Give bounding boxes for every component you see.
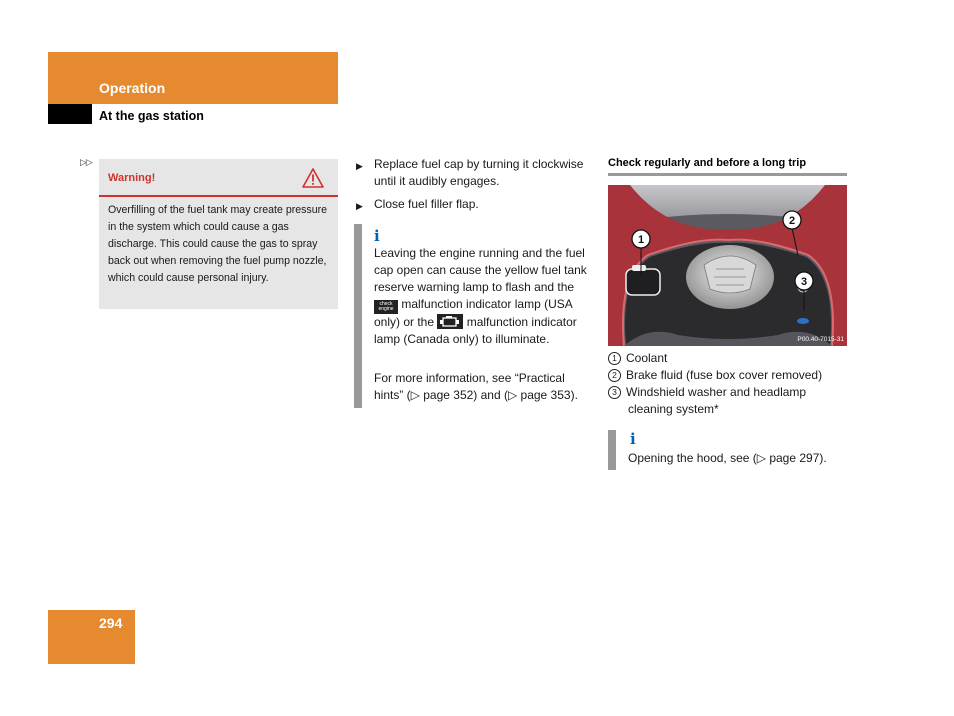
check-engine-lamp-icon — [374, 300, 398, 314]
lamp-label: check engine — [378, 301, 394, 312]
warning-text: Overfilling of the fuel tank may create pressure in the system which could cause a gas discharge. This could cause the gas to spray back out when removing the fuel pump nozzle, which could cause personal injury. — [108, 204, 328, 284]
note-bar — [608, 430, 616, 470]
legend-number: 2 — [608, 369, 621, 382]
subsection-title: At the gas station — [99, 109, 204, 123]
legend-item — [628, 401, 719, 418]
warning-triangle-icon — [302, 168, 324, 188]
warning-label: Warning! — [108, 172, 156, 184]
legend-text: Coolant — [626, 351, 668, 365]
callout-1: 1 — [637, 234, 645, 246]
page-number: 294 — [99, 615, 123, 631]
info-note-paragraph — [374, 245, 596, 348]
continued-marker: ▷▷ — [80, 157, 92, 167]
subheader-marker — [48, 104, 92, 124]
step-text: Replace fuel cap by turning it clockwise until it audibly engages. — [374, 157, 584, 188]
engine-malfunction-lamp-icon — [437, 314, 463, 329]
legend-text: Windshield washer and headlamp — [626, 385, 807, 399]
warning-box — [99, 159, 338, 309]
info-note-text: malfunction indicator lamp (Canada only) to illuminate. — [374, 315, 577, 346]
step-item — [356, 196, 596, 214]
info-note-paragraph: For more information, see “Practical hints” (▷ page 352) and (▷ page 353). — [374, 371, 578, 402]
engine-bay-photo — [608, 185, 847, 346]
info-note-text: malfunction indicator lamp (USA only) or the — [374, 297, 573, 329]
callout-3: 3 — [800, 276, 808, 288]
legend-item — [608, 384, 806, 401]
legend-number: 3 — [608, 386, 621, 399]
bullet-arrow-icon: ▶ — [356, 161, 363, 171]
header-band — [48, 52, 338, 104]
legend-text: Brake fluid (fuse box cover removed) — [626, 368, 823, 382]
heading-rule — [608, 173, 847, 176]
legend-item — [608, 367, 822, 384]
warning-header — [99, 159, 338, 197]
legend-item — [608, 350, 667, 367]
info-icon: i — [374, 227, 380, 245]
bullet-arrow-icon: ▶ — [356, 201, 363, 211]
info-note-text: Opening the hood, see (▷ page 297). — [628, 451, 827, 465]
callout-2: 2 — [788, 215, 796, 227]
info-note-text: Leaving the engine running and the fuel cap open can cause the yellow fuel tank reserve warning lamp to flash and the — [374, 246, 587, 294]
legend-number: 1 — [608, 352, 621, 365]
step-item — [356, 156, 596, 192]
note-bar — [354, 224, 362, 408]
section-heading: Check regularly and before a long trip — [608, 157, 807, 169]
section-title: Operation — [99, 80, 166, 96]
info-icon: i — [630, 430, 636, 448]
photo-code: P00.40-7015-31 — [797, 336, 844, 343]
step-text: Close fuel filler flap. — [374, 197, 479, 211]
legend-text: cleaning system* — [628, 402, 719, 416]
